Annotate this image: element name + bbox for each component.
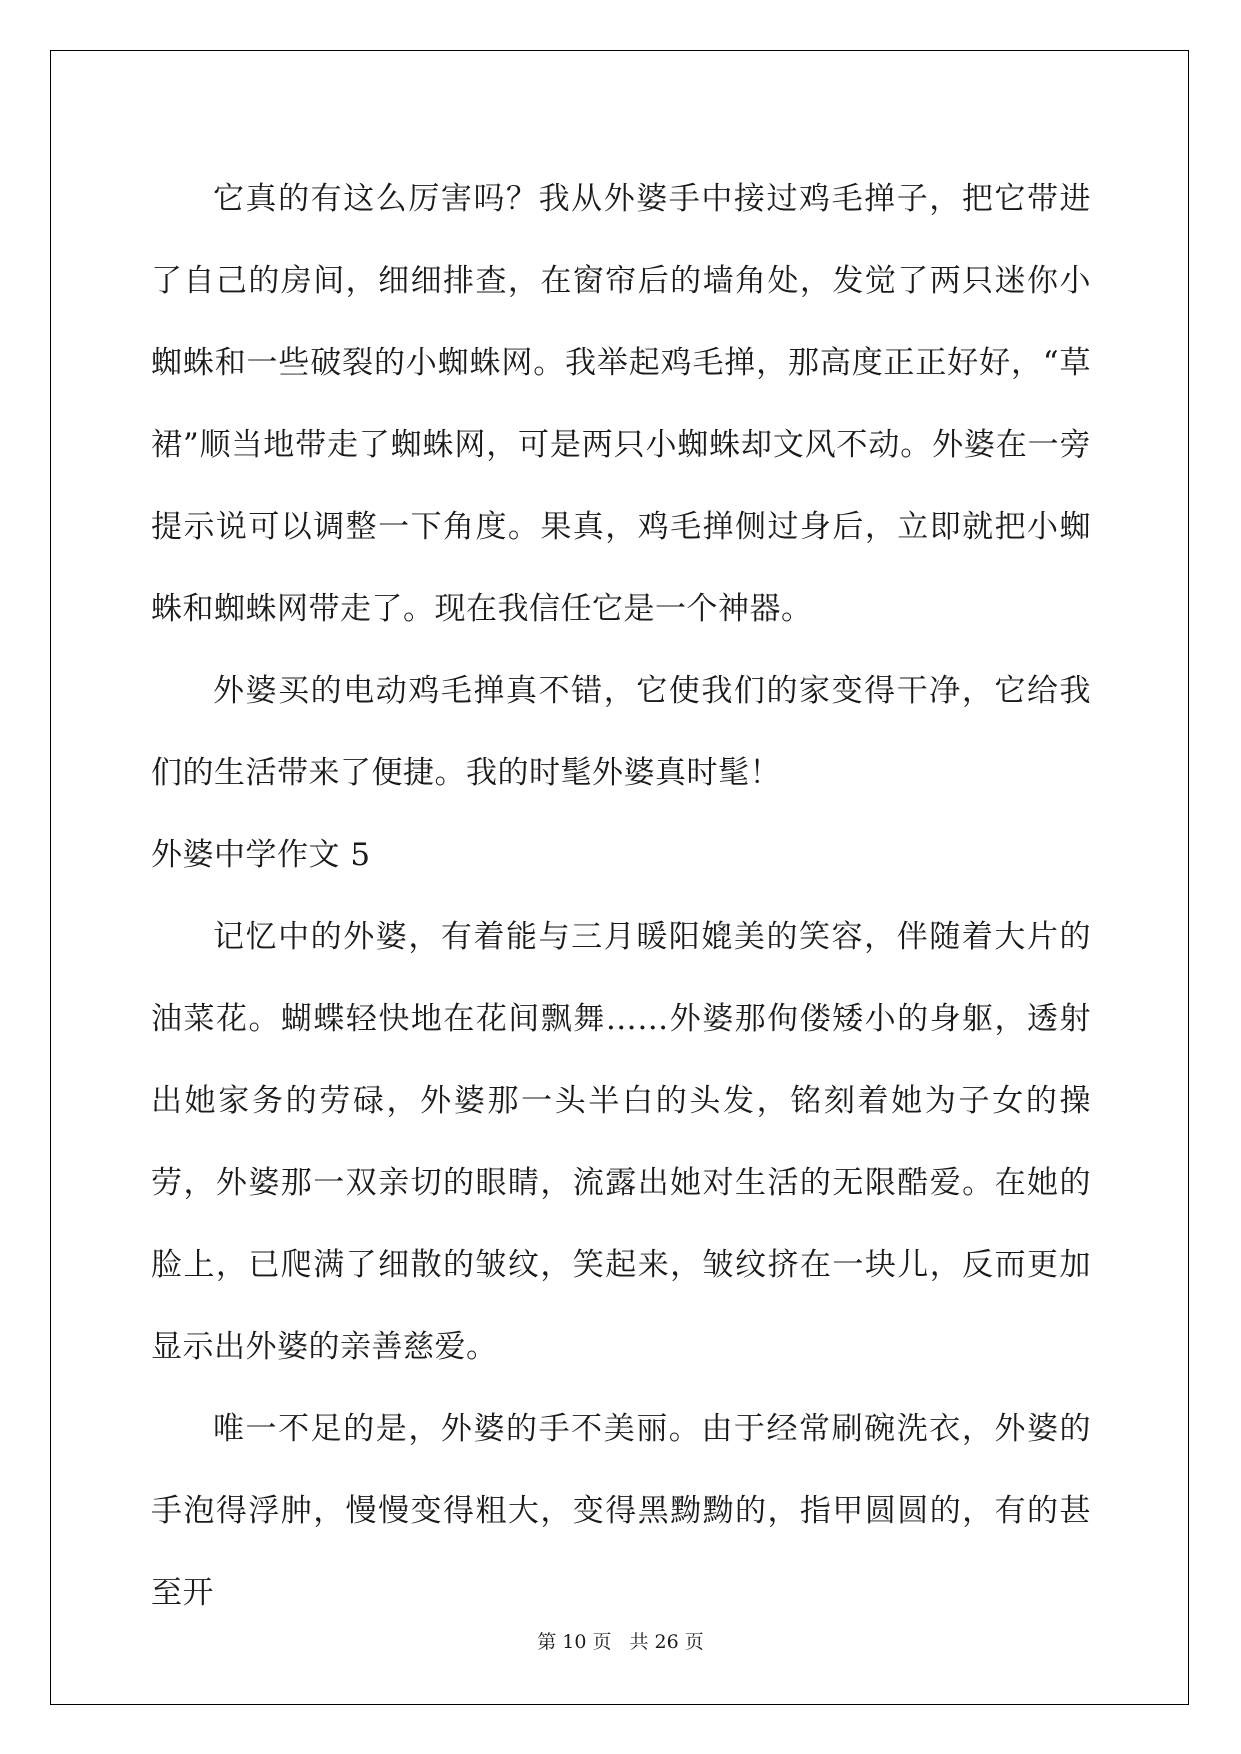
page-total: 共 26 页	[629, 1631, 704, 1653]
section-heading: 外婆中学作文 5	[151, 837, 371, 873]
document-body	[151, 158, 1091, 1634]
paragraph-duster-conclusion: 外婆买的电动鸡毛掸真不错，它使我们的家变得干净，它给我们的生活带来了便捷。我的时髦外婆真时髦！	[151, 673, 1091, 791]
paragraph-grandma-memory: 记忆中的外婆，有着能与三月暖阳媲美的笑容，伴随着大片的油菜花。蝴蝶轻快地在花间飘舞……外婆那佝偻矮小的身躯，透射出她家务的劳碌，外婆那一头半白的头发，铭刻着她为子女的操劳，外婆那一双亲切的眼睛，流露出她对生活的无限酷爱。在她的脸上，已爬满了细散的皱纹，笑起来，皱纹挤在一块儿，反而更加显示出外婆的亲善慈爱。	[151, 919, 1091, 1365]
page-footer	[0, 1627, 1241, 1654]
paragraph-spider-story: 它真的有这么厉害吗？我从外婆手中接过鸡毛掸子，把它带进了自己的房间，细细排查，在窗帘后的墙角处，发觉了两只迷你小蜘蛛和一些破裂的小蜘蛛网。我举起鸡毛掸，那高度正正好好，“草裙”顺当地带走了蜘蛛网，可是两只小蜘蛛却文风不动。外婆在一旁提示说可以调整一下角度。果真，鸡毛掸侧过身后，立即就把小蜘蛛和蜘蛛网带走了。现在我信任它是一个神器。	[151, 181, 1091, 627]
page-number: 第 10 页	[537, 1631, 612, 1653]
paragraph-grandma-hands: 唯一不足的是，外婆的手不美丽。由于经常刷碗洗衣，外婆的手泡得浮肿，慢慢变得粗大，变得黑黝黝的，指甲圆圆的，有的甚至开	[151, 1411, 1091, 1611]
